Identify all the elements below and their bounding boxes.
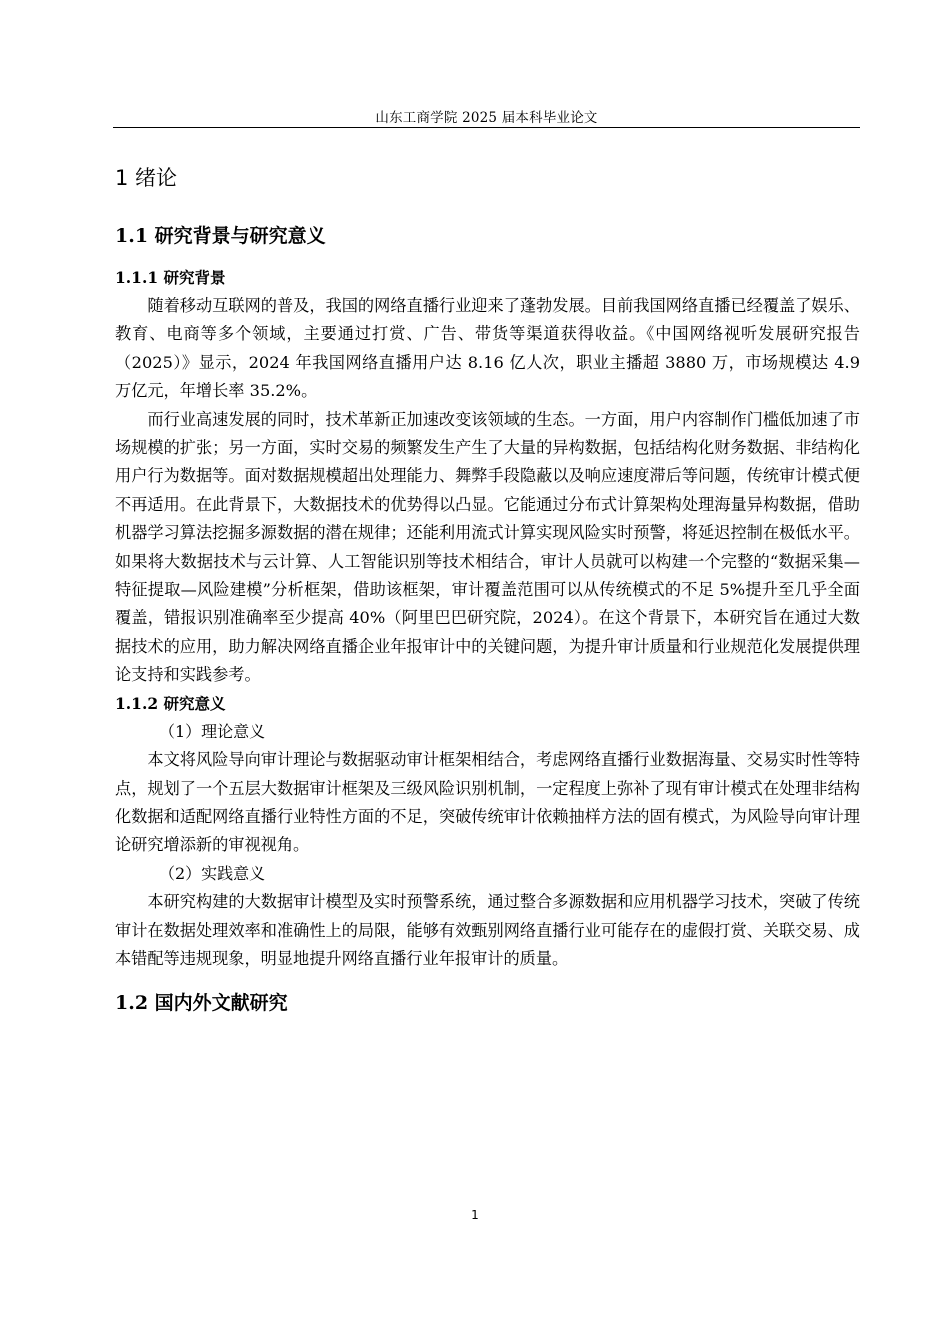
chapter-title: 1 绪论 bbox=[115, 166, 178, 190]
subsection-heading-1-1-2: 1.1.2 研究意义 bbox=[115, 693, 226, 713]
practice-significance-label: （2）实践意义 bbox=[159, 863, 266, 883]
subsection-heading-1-1-1: 1.1.1 研究背景 bbox=[115, 268, 226, 287]
theory-significance-label: （1）理论意义 bbox=[159, 721, 266, 741]
section-heading-1-2: 1.2 国内外文献研究 bbox=[115, 992, 288, 1015]
section-heading-1-1: 1.1 研究背景与研究意义 bbox=[115, 225, 326, 247]
body-paragraph: 而行业高速发展的同时，技术革新正加速改变该领域的生态。一方面，用户内容制作门槛低加速了市场规模的扩张；另一方面，实时交易的频繁发生产生了大量的异构数据，包括结构化财务数据、非结构化用户行为数据等。面对数据规模超出处理能力、舞弊手段隐蔽以及响应速度滞后等问题，传统审计模式便不再适用。在此背景下，大数据技术的优势得以凸显。它能通过分布式计算架构处理海量异构数据，借助机器学习算法挖掘多源数据的潜在规律；还能利用流式计算实现风险实时预警，将延迟控制在极低水平。如果将大数据技术与云计算、人工智能识别等技术相结合，审计人员就可以构建一个完整的“数据采集—特征提取—风险建模”分析框架，借助该框架，审计覆盖范围可以从传统模式的不足 5%提升至几乎全面覆盖，错报识别准确率至少提高 40%（阿里巴巴研究院，2024）。在这个背景下，本研究旨在通过大数据技术的应用，助力解决网络直播企业年报审计中的关键问题，为提升审计质量和行业规范化发展提供理论支持和实践参考。 bbox=[115, 409, 860, 685]
page-number: 1 bbox=[471, 1208, 479, 1222]
body-paragraph: 本文将风险导向审计理论与数据驱动审计框架相结合，考虑网络直播行业数据海量、交易实时性等特点，规划了一个五层大数据审计框架及三级风险识别机制，一定程度上弥补了现有审计模式在处理非结构化数据和适配网络直播行业特性方面的不足，突破传统审计依赖抽样方法的固有模式，为风险导向审计理论研究增添新的审视视角。 bbox=[115, 750, 860, 855]
running-header: 山东工商学院 2025 届本科毕业论文 bbox=[375, 110, 598, 126]
body-paragraph: 本研究构建的大数据审计模型及实时预警系统，通过整合多源数据和应用机器学习技术，突破了传统审计在数据处理效率和准确性上的局限，能够有效甄别网络直播行业可能存在的虚假打赏、关联交易、成本错配等违规现象，明显地提升网络直播行业年报审计的质量。 bbox=[115, 892, 860, 968]
header-divider bbox=[113, 127, 860, 128]
page-content bbox=[115, 158, 860, 1023]
body-paragraph: 随着移动互联网的普及，我国的网络直播行业迎来了蓬勃发展。目前我国网络直播已经覆盖了娱乐、教育、电商等多个领域，主要通过打赏、广告、带货等渠道获得收益。《中国网络视听发展研究报告（2025）》显示，2024 年我国网络直播用户达 8.16 亿人次，职业主播超 3880 万，市场规模达 4.9 万亿元，年增长率 35.2%。 bbox=[115, 296, 860, 401]
